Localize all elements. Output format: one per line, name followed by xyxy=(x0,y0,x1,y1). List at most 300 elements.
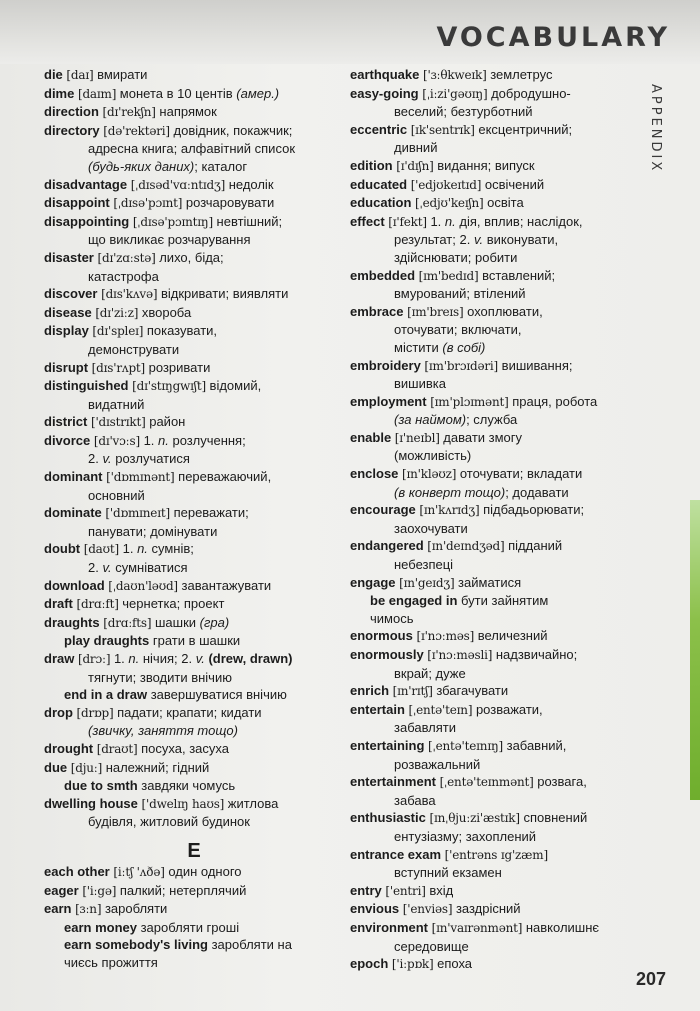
italic-note: v. xyxy=(102,560,112,576)
entry-line xyxy=(350,610,635,628)
entry-line xyxy=(350,121,635,140)
italic-note: (за наймом) xyxy=(394,412,467,428)
dictionary-entry xyxy=(44,577,334,596)
entry-line xyxy=(44,882,334,901)
dictionary-entry xyxy=(350,900,635,919)
entry-line xyxy=(44,813,334,831)
translation: сповнений xyxy=(519,810,588,826)
dictionary-entry xyxy=(44,304,334,323)
headword: disrupt xyxy=(44,359,92,375)
translation: навколишнє xyxy=(522,919,600,935)
translation: небезпеці xyxy=(394,557,454,573)
entry-line xyxy=(350,501,635,520)
dictionary-entry xyxy=(350,574,635,593)
entry-line xyxy=(44,176,334,195)
translation: (можливість) xyxy=(394,448,472,464)
pronunciation: ['entrəns ɪg'zæm] xyxy=(444,847,548,862)
translation: бути зайнятим xyxy=(457,593,549,609)
translation: напрямок xyxy=(155,104,217,120)
entry-line xyxy=(350,213,635,232)
translation: епоха xyxy=(433,956,473,972)
entry-line xyxy=(44,359,334,378)
pronunciation: [daɪ] xyxy=(66,68,94,82)
entry-line xyxy=(350,882,635,901)
pronunciation: [ˌdɪsəd'vɑːntɪdʒ] xyxy=(130,177,226,192)
dictionary-entry xyxy=(44,595,334,614)
entry-line xyxy=(350,285,635,303)
dictionary-entry xyxy=(44,359,334,378)
entry-line xyxy=(44,632,334,650)
dictionary-entry xyxy=(44,176,334,195)
entry-line xyxy=(44,614,334,633)
translation: будівля, житловий будинок xyxy=(88,814,250,830)
headword: (drew, drawn) xyxy=(204,651,293,666)
entry-line xyxy=(350,484,635,502)
headword: disaster xyxy=(44,249,98,265)
pronunciation: ['edjʊkeɪtɪd] xyxy=(410,177,482,192)
headword: enormously xyxy=(350,647,428,662)
entry-line xyxy=(350,85,635,104)
dictionary-entry xyxy=(350,267,635,303)
translation: адресна книга; алфавітний список xyxy=(88,141,296,157)
entry-line xyxy=(350,537,635,556)
pronunciation: [ɪm'brɔɪdəri] xyxy=(424,358,499,373)
italic-note: (будь-яких даних) xyxy=(88,158,195,174)
dictionary-entry xyxy=(350,809,635,845)
headword: display xyxy=(44,323,93,339)
entry-line xyxy=(350,792,635,810)
headword: die xyxy=(44,67,67,82)
translation: дивний xyxy=(394,140,438,156)
headword: distinguished xyxy=(44,378,133,394)
headword: encourage xyxy=(350,502,420,518)
translation: тягнути; зводити внічию xyxy=(88,669,232,685)
dictionary-entry xyxy=(44,777,334,795)
pronunciation: [dɪ'ziːz] xyxy=(95,305,139,320)
entry-line xyxy=(44,140,334,158)
dictionary-entry xyxy=(350,955,635,974)
dictionary-entry xyxy=(350,919,635,955)
pronunciation: [dɪ'rekʃn] xyxy=(102,105,156,120)
section-letter-e: E xyxy=(187,839,201,862)
translation: житлова xyxy=(224,795,279,811)
pronunciation: [ɪn'geɪdʒ] xyxy=(399,575,455,590)
entry-line xyxy=(44,577,334,596)
entry-line xyxy=(350,393,635,412)
dictionary-entry xyxy=(44,122,334,176)
headword: draw xyxy=(44,651,78,666)
headword: entrance exam xyxy=(350,846,445,862)
headword: edition xyxy=(350,157,397,173)
translation: відомий, xyxy=(205,378,262,394)
translation: заробляти гроші xyxy=(136,919,240,935)
translation: завершуватися внічию xyxy=(147,687,287,703)
headword: due to smth xyxy=(64,778,138,794)
translation: невтішний; xyxy=(212,213,283,229)
entry-line xyxy=(44,268,334,286)
translation: палкий; нетерплячий xyxy=(116,882,247,898)
entry-line xyxy=(350,357,635,376)
entry-line xyxy=(350,864,635,882)
entry-line xyxy=(350,682,635,701)
dictionary-entry xyxy=(350,592,635,627)
translation: займатися xyxy=(454,574,522,590)
entry-line xyxy=(44,795,334,814)
pronunciation: [ɪm'breɪs] xyxy=(407,304,464,319)
headword: enrich xyxy=(350,683,393,699)
headword: district xyxy=(44,414,91,430)
translation: величезний xyxy=(474,628,548,644)
entry-line xyxy=(44,377,334,396)
pronunciation: [dɪ'spleɪ] xyxy=(92,324,144,339)
pronunciation: [ˌentə'teɪnmənt] xyxy=(439,775,534,790)
pronunciation: [drɔː] xyxy=(77,652,111,666)
pronunciation: ['ɜːθkweɪk] xyxy=(422,68,487,82)
pronunciation: [ɪn'deɪndʒəd] xyxy=(427,539,505,554)
translation: розлучення; xyxy=(168,432,246,448)
appendix-label: APPENDIX xyxy=(648,84,663,174)
entry-line xyxy=(350,520,635,538)
translation: нічия; 2. xyxy=(139,651,196,666)
translation: катастрофа xyxy=(88,268,159,284)
translation: добродушно- xyxy=(487,85,571,101)
pronunciation: [ˌdaʊn'ləʊd] xyxy=(108,578,178,593)
translation: виконувати, xyxy=(483,232,559,248)
entry-line xyxy=(44,777,334,795)
translation: грати в шашки xyxy=(149,633,241,649)
italic-note: (звичку, заняття тощо) xyxy=(88,723,238,739)
pronunciation: [draʊt] xyxy=(96,741,138,756)
entry-line xyxy=(44,432,334,451)
headword: easy-going xyxy=(350,85,423,101)
dictionary-entry xyxy=(44,249,334,285)
pronunciation: [ˌiːzi'gəʊɪŋ] xyxy=(422,86,488,101)
entry-line xyxy=(44,919,334,937)
dictionary-entry xyxy=(350,194,635,213)
headword: divorce xyxy=(44,432,94,448)
headword: embedded xyxy=(350,267,419,283)
entry-line xyxy=(44,304,334,323)
entry-line xyxy=(44,954,334,972)
headword: entertainment xyxy=(350,774,440,790)
dictionary-entry xyxy=(44,322,334,358)
translation: забавляти xyxy=(394,720,457,736)
headword: download xyxy=(44,577,109,593)
entry-line xyxy=(44,487,334,505)
pronunciation: [drɑːft] xyxy=(76,597,119,612)
pronunciation: [ˌdɪsə'pɔɪnt] xyxy=(113,196,183,211)
headword: play draughts xyxy=(64,633,150,649)
translation: оточувати; вкладати xyxy=(456,466,583,482)
translation: результат; 2. xyxy=(394,232,474,248)
entry-line xyxy=(44,450,334,468)
entry-line xyxy=(44,231,334,249)
entry-line xyxy=(350,773,635,792)
headword: draft xyxy=(44,596,77,612)
entries-e-continued xyxy=(350,66,635,974)
headword: enclose xyxy=(350,466,403,482)
translation: завантажувати xyxy=(177,577,272,593)
headword: dime xyxy=(44,85,78,101)
entry-line xyxy=(44,322,334,341)
entry-line xyxy=(350,955,635,974)
pronunciation: [ˌentə'teɪn] xyxy=(408,702,473,717)
entry-line xyxy=(44,722,334,740)
pronunciation: [ˌedjʊ'keɪʃn] xyxy=(415,196,484,211)
translation: хвороба xyxy=(138,304,192,320)
translation: район xyxy=(145,414,186,430)
headword: end in a draw xyxy=(64,687,148,703)
pronunciation: [dɪ'zɑːstə] xyxy=(97,250,156,265)
translation: недолік xyxy=(225,176,274,192)
dictionary-entry xyxy=(44,704,334,740)
dictionary-entry xyxy=(44,432,334,468)
pronunciation: [ɪn'kləʊz] xyxy=(402,467,457,482)
translation: посуха, засуха xyxy=(137,740,229,756)
headword: eager xyxy=(44,882,83,898)
translation: землетрус xyxy=(486,67,553,82)
translation: підбадьорювати; xyxy=(479,502,585,518)
translation: падати; крапати; кидати xyxy=(113,704,262,720)
translation: видатний xyxy=(88,396,145,412)
headword: earthquake xyxy=(350,67,423,82)
dictionary-entry xyxy=(350,157,635,176)
pronunciation: [drɒp] xyxy=(76,705,114,720)
pronunciation: [ɪk'sentrɪk] xyxy=(410,122,475,137)
headword: earn xyxy=(44,901,76,917)
headword: embroidery xyxy=(350,357,425,373)
pronunciation: [ɜːn] xyxy=(75,902,102,917)
headword: disappointing xyxy=(44,213,133,229)
entry-line xyxy=(350,737,635,756)
dictionary-entry xyxy=(350,701,635,737)
entry-line xyxy=(44,936,334,954)
translation: належний; гідний xyxy=(102,759,210,775)
dictionary-entry xyxy=(350,627,635,646)
headword: enable xyxy=(350,429,395,445)
dictionary-entry xyxy=(350,501,635,537)
italic-note: (в конверт тощо) xyxy=(394,484,506,500)
dictionary-entry xyxy=(44,614,334,633)
pronunciation: [ɪn'rɪtʃ] xyxy=(392,684,433,699)
translation: розривати xyxy=(145,359,211,375)
pronunciation: [ɪn'kʌrɪdʒ] xyxy=(419,503,480,518)
translation: демонструвати xyxy=(88,341,180,357)
entry-line xyxy=(44,341,334,359)
dictionary-entry xyxy=(44,85,334,104)
entry-line xyxy=(350,303,635,322)
entry-line xyxy=(350,411,635,429)
entry-line xyxy=(350,938,635,956)
entry-line xyxy=(350,231,635,249)
translation: вставлений; xyxy=(478,267,556,283)
headword: endangered xyxy=(350,538,428,554)
headword: direction xyxy=(44,104,103,120)
italic-note: (амер.) xyxy=(236,85,280,101)
pronunciation: ['dɪstrɪkt] xyxy=(90,415,146,430)
pronunciation: [ɪ'neɪbl] xyxy=(394,430,440,445)
headword: due xyxy=(44,759,71,775)
entry-line xyxy=(350,447,635,465)
translation: підданий xyxy=(504,538,563,554)
entries-d xyxy=(44,66,334,831)
translation: оточувати; включати, xyxy=(394,322,522,338)
pronunciation: ['dwelɪŋ haʊs] xyxy=(141,796,225,811)
dictionary-entry xyxy=(350,737,635,773)
headword: envious xyxy=(350,901,403,917)
headword: dominant xyxy=(44,469,107,485)
headword: employment xyxy=(350,393,431,409)
entry-line xyxy=(44,504,334,523)
pronunciation: [ɪ'nɔːməsli] xyxy=(427,648,493,662)
translation: переважаючий, xyxy=(174,469,272,485)
entry-line xyxy=(350,919,635,938)
entry-line xyxy=(44,686,334,704)
translation: 1. xyxy=(118,541,138,557)
entry-line xyxy=(44,650,334,669)
translation: вишивання; xyxy=(498,357,573,373)
pronunciation: ['iːpɒk] xyxy=(391,957,434,972)
translation: забава xyxy=(394,792,436,808)
translation: освіта xyxy=(483,195,524,211)
dictionary-entry xyxy=(44,194,334,213)
headword: dominate xyxy=(44,505,106,521)
translation: забавний, xyxy=(503,737,567,753)
entry-line xyxy=(44,103,334,122)
entry-line xyxy=(350,719,635,737)
pronunciation: [drɑːfts] xyxy=(103,615,152,630)
headword: education xyxy=(350,195,416,211)
dictionary-entry xyxy=(44,686,334,704)
pronunciation: [iːtʃ 'ʌðə] xyxy=(113,864,165,879)
headword: discover xyxy=(44,286,102,302)
page-number: 207 xyxy=(636,969,667,989)
entry-line xyxy=(44,158,334,176)
entries-e xyxy=(44,863,334,972)
entry-line xyxy=(350,756,635,774)
entry-line xyxy=(44,194,334,213)
dictionary-entry xyxy=(350,646,635,682)
dictionary-entry xyxy=(44,882,334,901)
translation: вступний екзамен xyxy=(394,865,502,881)
headword: doubt xyxy=(44,541,84,557)
entry-line xyxy=(350,627,635,646)
entry-line xyxy=(350,665,635,683)
entry-line xyxy=(350,375,635,393)
pronunciation: [ˌentə'teɪnɪŋ] xyxy=(428,738,503,753)
translation: розвага, xyxy=(533,774,587,790)
translation: показувати, xyxy=(143,323,218,339)
left-column xyxy=(44,66,334,972)
entry-line xyxy=(350,267,635,286)
entry-line xyxy=(350,66,635,85)
dictionary-entry xyxy=(350,121,635,157)
headword: disadvantage xyxy=(44,176,131,192)
dictionary-entry xyxy=(44,468,334,504)
italic-note: n. xyxy=(128,651,140,666)
translation: давати змогу xyxy=(439,429,523,445)
pronunciation: ['iːgə] xyxy=(82,883,117,898)
headword: each other xyxy=(44,863,114,879)
dictionary-entry xyxy=(44,740,334,759)
italic-note: n. xyxy=(158,432,169,448)
translation: 2. xyxy=(88,451,103,467)
dictionary-entry xyxy=(350,176,635,195)
entry-line xyxy=(44,900,334,919)
entry-line xyxy=(44,285,334,304)
dictionary-entry xyxy=(44,377,334,413)
right-column xyxy=(350,66,635,974)
headword: epoch xyxy=(350,956,392,972)
entry-line xyxy=(44,85,334,104)
pronunciation: [dɪ'stɪŋgwɪʃt] xyxy=(132,379,206,394)
dictionary-entry xyxy=(44,900,334,919)
headword: earn money xyxy=(64,919,137,935)
headword: drought xyxy=(44,740,97,756)
translation: містити xyxy=(394,339,443,355)
entry-line xyxy=(44,396,334,414)
entry-line xyxy=(44,468,334,487)
dictionary-entry xyxy=(350,303,635,357)
translation: ентузіазму; захоплений xyxy=(394,828,537,844)
dictionary-entry xyxy=(350,465,635,501)
dictionary-entry xyxy=(44,795,334,831)
pronunciation: ['entri] xyxy=(385,883,426,898)
headword: disease xyxy=(44,304,96,320)
translation: ; каталог xyxy=(194,158,248,174)
dictionary-entry xyxy=(350,773,635,809)
dictionary-entry xyxy=(350,357,635,393)
translation: вхід xyxy=(425,882,454,898)
pronunciation: ['enviəs] xyxy=(402,902,453,917)
translation: ексцентричний; xyxy=(474,121,573,137)
translation: вкрай; дуже xyxy=(394,665,466,681)
translation: монета в 10 центів xyxy=(116,85,237,101)
entry-line xyxy=(350,157,635,176)
headword: entry xyxy=(350,882,386,898)
headword: educated xyxy=(350,176,411,192)
pronunciation: ['dɒmɪnənt] xyxy=(106,470,175,485)
headword: environment xyxy=(350,919,432,935)
entry-line xyxy=(44,249,334,268)
translation: надзвичайно; xyxy=(492,647,578,662)
translation: основний xyxy=(88,487,145,503)
translation: заздрісний xyxy=(452,901,521,917)
translation: відкривати; виявляти xyxy=(157,286,289,302)
translation: один одного xyxy=(164,863,242,879)
dictionary-entry xyxy=(44,540,334,576)
headword: draughts xyxy=(44,614,104,630)
pronunciation: [ˌdɪsə'pɔɪntɪŋ] xyxy=(132,214,213,229)
dictionary-entry xyxy=(350,393,635,429)
dictionary-entry xyxy=(350,882,635,901)
translation: розважальний xyxy=(394,756,481,772)
pronunciation: [dɪs'kʌvə] xyxy=(101,287,158,302)
entry-line xyxy=(350,701,635,720)
pronunciation: [də'rektəri] xyxy=(103,123,170,138)
translation: заробляти на xyxy=(207,937,292,953)
headword: effect xyxy=(350,213,389,229)
headword: eccentric xyxy=(350,121,411,137)
pronunciation: [daɪm] xyxy=(77,86,117,101)
translation: чиєсь прожиття xyxy=(64,954,158,970)
entry-line xyxy=(350,592,635,610)
pronunciation: [ɪm'bedɪd] xyxy=(418,268,479,283)
translation: сумнів; xyxy=(147,541,194,557)
entry-line xyxy=(44,122,334,141)
dictionary-entry xyxy=(350,537,635,573)
dictionary-entry xyxy=(44,504,334,540)
